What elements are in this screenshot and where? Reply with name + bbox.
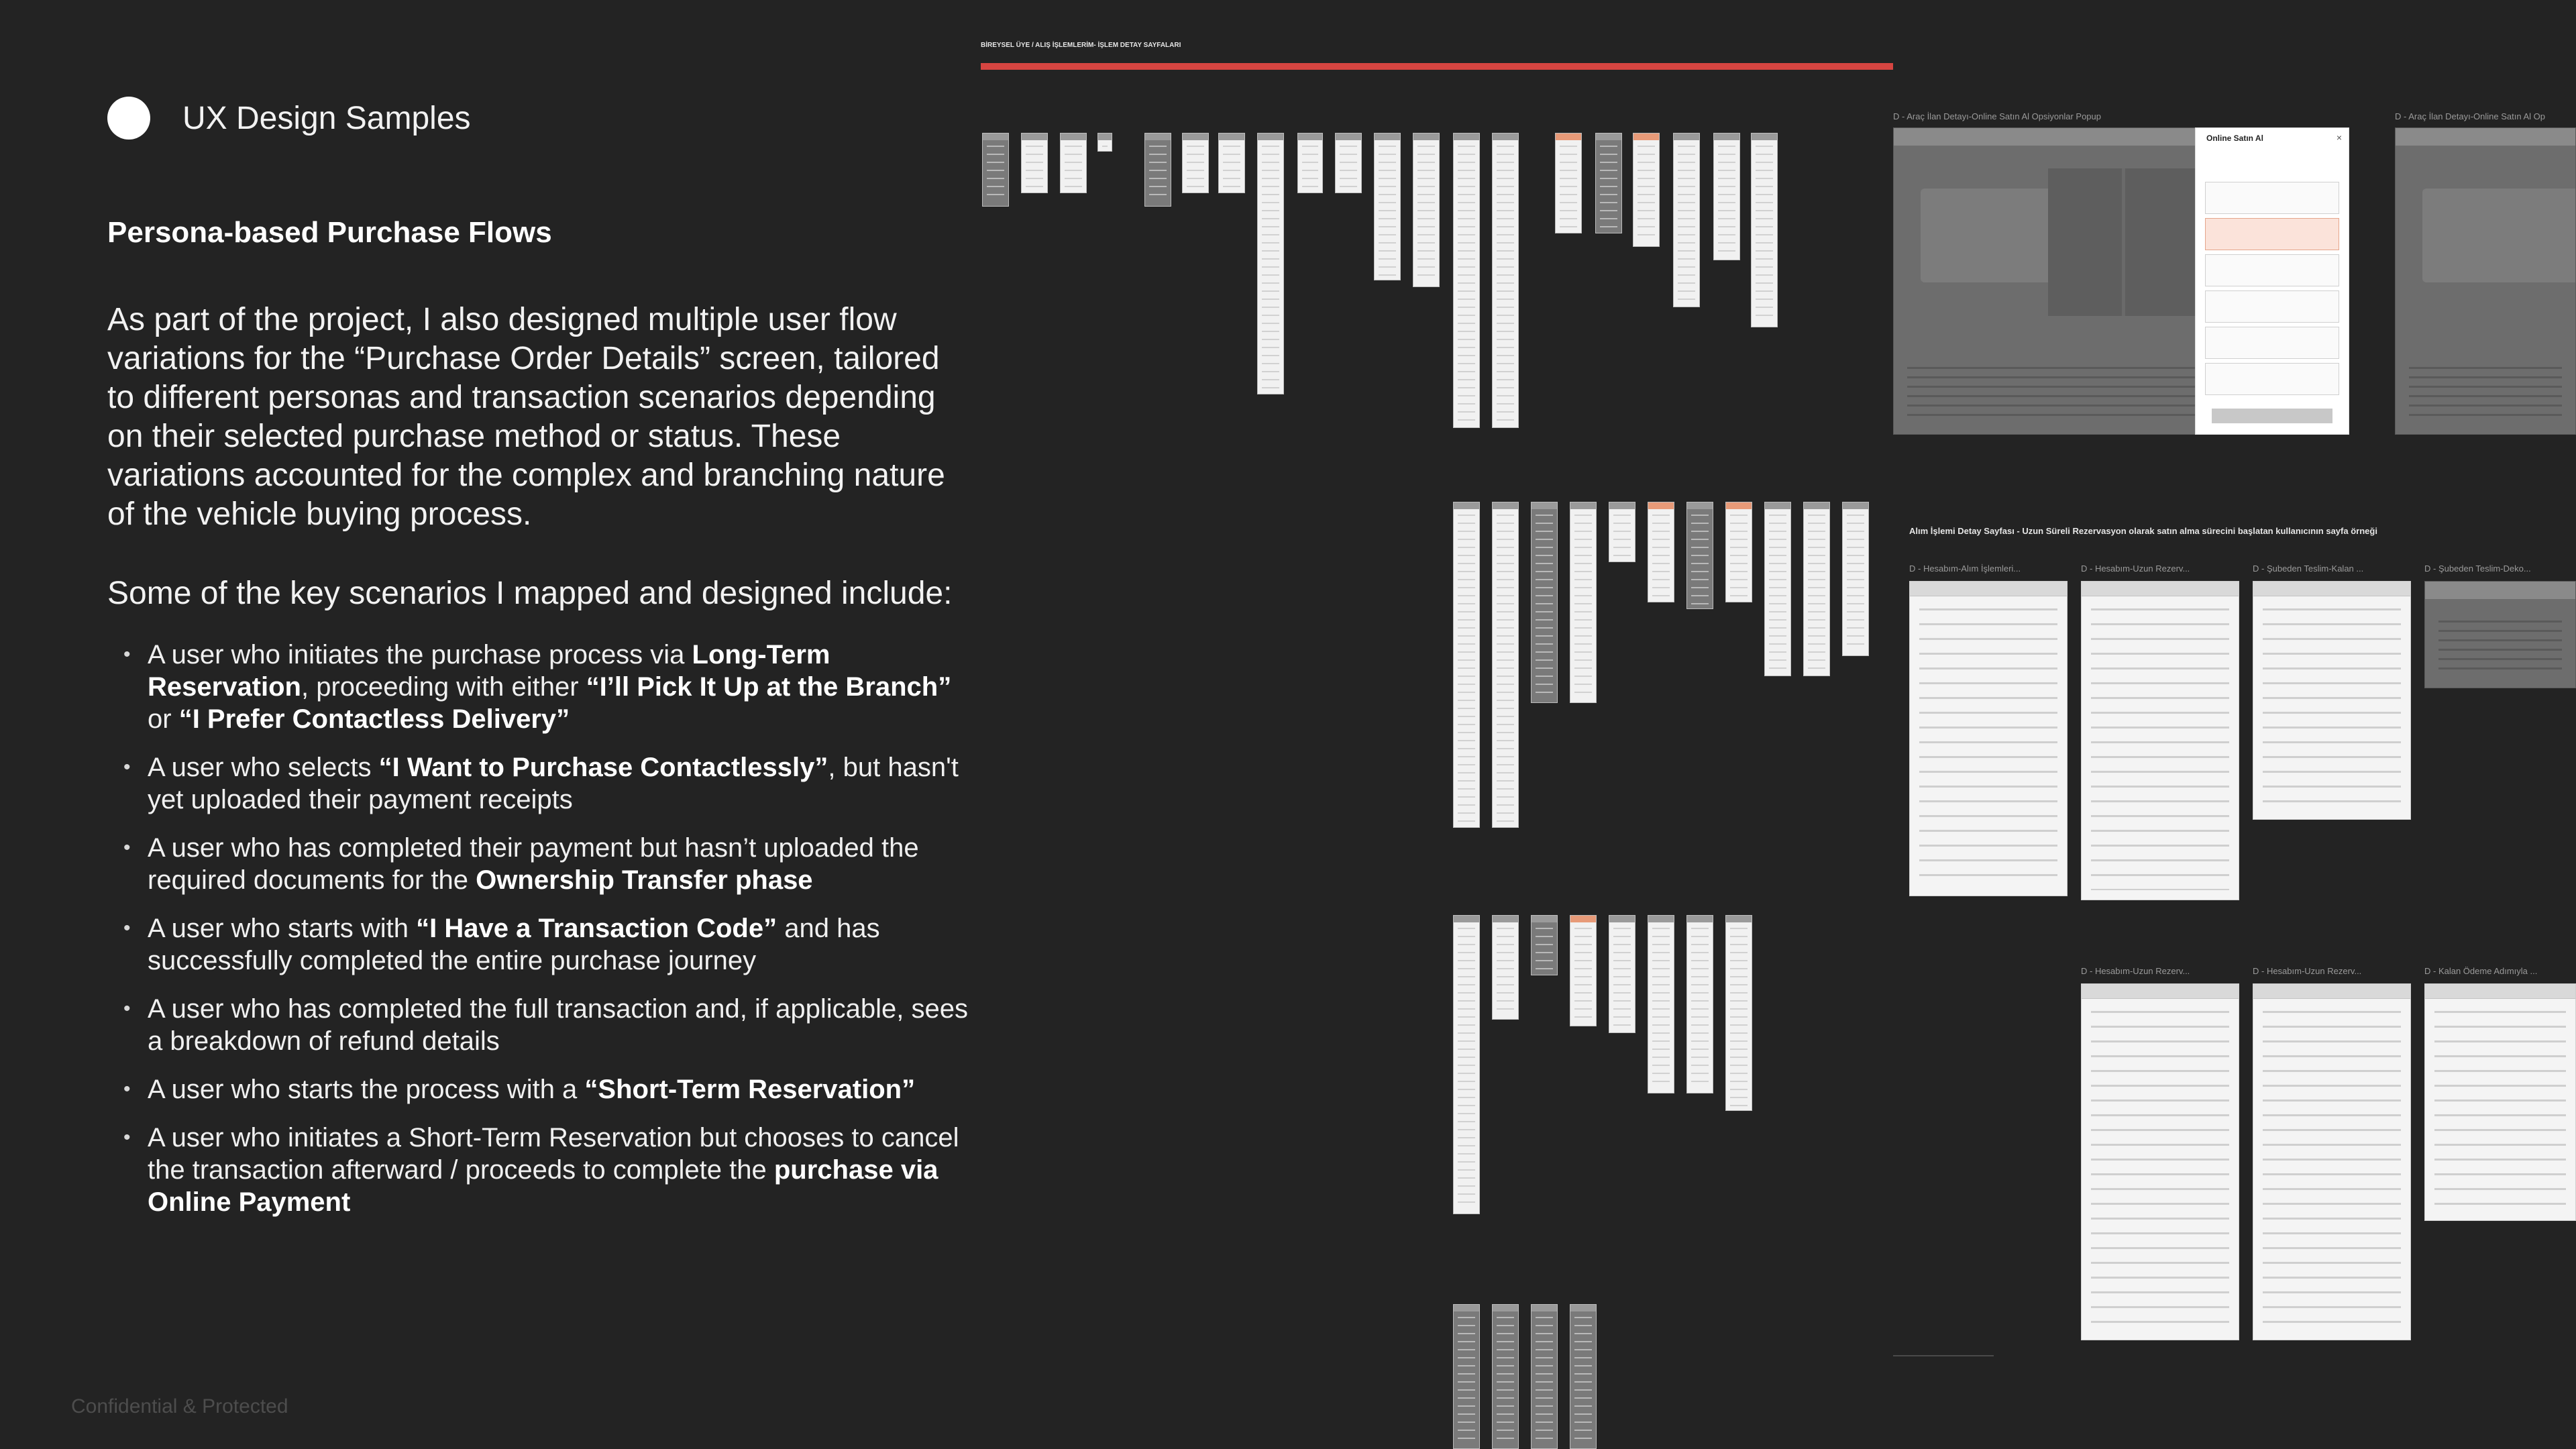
screen-thumbnail — [1374, 133, 1401, 280]
frame-label: D - Araç İlan Detayı-Online Satın Al Op — [2395, 111, 2545, 121]
bullet-icon: • — [123, 643, 131, 665]
screen-thumbnail — [1144, 133, 1171, 207]
screen-thumbnail — [1555, 133, 1582, 233]
bullet-icon: • — [123, 837, 131, 859]
board-title-underline — [981, 63, 1893, 70]
brand-dot-icon — [107, 97, 150, 140]
screen-thumbnail — [1413, 133, 1440, 287]
list-item: • A user who starts the process with a “Short-Term Reservation” — [123, 1075, 916, 1104]
list-item: • A user who starts with “I Have a Transaction Code” and has successfully completed the entire purchase journey — [123, 914, 880, 975]
screen-thumbnail — [1335, 133, 1362, 193]
screen-thumbnail — [1257, 133, 1284, 394]
divider — [1893, 1355, 1994, 1356]
account-screen — [2081, 581, 2239, 900]
board-title: BİREYSEL ÜYE / ALIŞ İŞLEMLERİM- İŞLEM DETAY SAYFALARI — [981, 42, 1181, 49]
vehicle-detail-screen — [2395, 127, 2576, 435]
screen-thumbnail — [1686, 915, 1713, 1093]
frame-label: D - Kalan Ödeme Adımıyla ... — [2424, 966, 2538, 976]
section-title: Persona-based Purchase Flows — [107, 216, 552, 249]
frame-label: D - Hesabım-Alım İşlemleri... — [1909, 564, 2021, 574]
screen-thumbnail — [1492, 1304, 1519, 1449]
account-screen — [2253, 983, 2411, 1340]
bullet-icon: • — [123, 756, 131, 778]
screen-thumbnail — [1609, 915, 1635, 1033]
intro-paragraph: As part of the project, I also designed multiple user flow variations for the “Purchase Order Details” screen, tailored to different personas and transaction scenarios depending on their selected purchase method or status. These variations accounted for the complex and branching nature of the vehicle buying process. — [107, 302, 945, 532]
screen-thumbnail — [1570, 502, 1597, 703]
screen-thumbnail — [1531, 502, 1558, 703]
screen-thumbnail — [1570, 1304, 1597, 1449]
screen-thumbnail — [1633, 133, 1660, 247]
lead-paragraph: Some of the key scenarios I mapped and designed include: — [107, 576, 953, 611]
list-item: • A user who has completed their payment but hasn’t uploaded the required documents for the Ownership Transfer phase — [123, 833, 919, 895]
screen-thumbnail — [1453, 915, 1480, 1214]
screen-thumbnail — [1182, 133, 1209, 193]
screen-thumbnail — [1842, 502, 1869, 656]
confidential-footer: Confidential & Protected — [71, 1395, 288, 1417]
bullet-icon: • — [123, 1126, 131, 1148]
screen-thumbnail — [1453, 133, 1480, 428]
screen-thumbnail — [1021, 133, 1048, 193]
list-item: • A user who selects “I Want to Purchase Contactlessly”, but hasn't yet uploaded their payment receipts — [123, 753, 959, 814]
screen-thumbnail — [1492, 502, 1519, 828]
screen-thumbnail — [1297, 133, 1323, 193]
online-purchase-popup — [2195, 127, 2349, 435]
screen-thumbnail — [1531, 1304, 1558, 1449]
frame-label: D - Şubeden Teslim-Kalan ... — [2253, 564, 2364, 574]
brand — [107, 97, 471, 140]
screen-thumbnail — [1570, 915, 1597, 1026]
remaining-payment-screen — [2424, 983, 2576, 1221]
close-icon[interactable]: × — [2336, 132, 2342, 143]
list-item: • A user who has completed the full transaction and, if applicable, sees a breakdown of refund details — [123, 994, 968, 1056]
screen-thumbnail — [1060, 133, 1087, 193]
popup-title: Online Satın Al — [2206, 133, 2263, 143]
screen-thumbnail — [1764, 502, 1791, 676]
screen-thumbnail — [1713, 133, 1740, 260]
screen-thumbnail — [1218, 133, 1245, 193]
screen-thumbnail — [1492, 133, 1519, 428]
frame-label: D - Hesabım-Uzun Rezerv... — [2081, 564, 2190, 574]
screen-thumbnail — [1725, 502, 1752, 602]
screen-thumbnail — [1097, 133, 1112, 152]
bullet-icon: • — [123, 998, 131, 1020]
list-item: • A user who initiates a Short-Term Reservation but chooses to cancel the transaction afterward / proceeds to complete the purchase via Online Payment — [123, 1123, 959, 1217]
screen-thumbnail — [1725, 915, 1752, 1111]
branch-delivery-screen — [2253, 581, 2411, 820]
account-screen — [1909, 581, 2068, 896]
screen-thumbnail — [1453, 1304, 1480, 1449]
screen-thumbnail — [1648, 915, 1674, 1093]
page-title: UX Design Samples — [182, 100, 471, 136]
screen-thumbnail — [1803, 502, 1830, 676]
flow-title: Alım İşlemi Detay Sayfası - Uzun Süreli Rezervasyon olarak satın alma sürecini başlatan kullanıcının sayfa örneği — [1909, 526, 2377, 536]
account-screen — [2081, 983, 2239, 1340]
frame-label: D - Hesabım-Uzun Rezerv... — [2081, 966, 2190, 976]
screen-thumbnail — [1751, 133, 1778, 327]
screen-thumbnail — [1673, 133, 1700, 307]
branch-delivery-screen — [2424, 581, 2576, 688]
frame-label: D - Şubeden Teslim-Deko... — [2424, 564, 2531, 574]
screen-thumbnail — [1492, 915, 1519, 1020]
screen-thumbnail — [1595, 133, 1622, 233]
screen-thumbnail — [1686, 502, 1713, 609]
screen-thumbnail — [1609, 502, 1635, 562]
frame-label: D - Hesabım-Uzun Rezerv... — [2253, 966, 2362, 976]
scenario-list — [121, 639, 973, 1234]
list-item: • A user who initiates the purchase process via Long-Term Reservation, proceeding with either “I’ll Pick It Up at the Branch” or “I Prefer Contactless Delivery” — [123, 640, 952, 734]
bullet-icon: • — [123, 917, 131, 939]
screen-thumbnail — [982, 133, 1009, 207]
frame-label: D - Araç İlan Detayı-Online Satın Al Opsiyonlar Popup — [1893, 111, 2101, 121]
bullet-icon: • — [123, 1078, 131, 1100]
screen-thumbnail — [1648, 502, 1674, 602]
screen-thumbnail — [1453, 502, 1480, 828]
screen-thumbnail — [1531, 915, 1558, 975]
